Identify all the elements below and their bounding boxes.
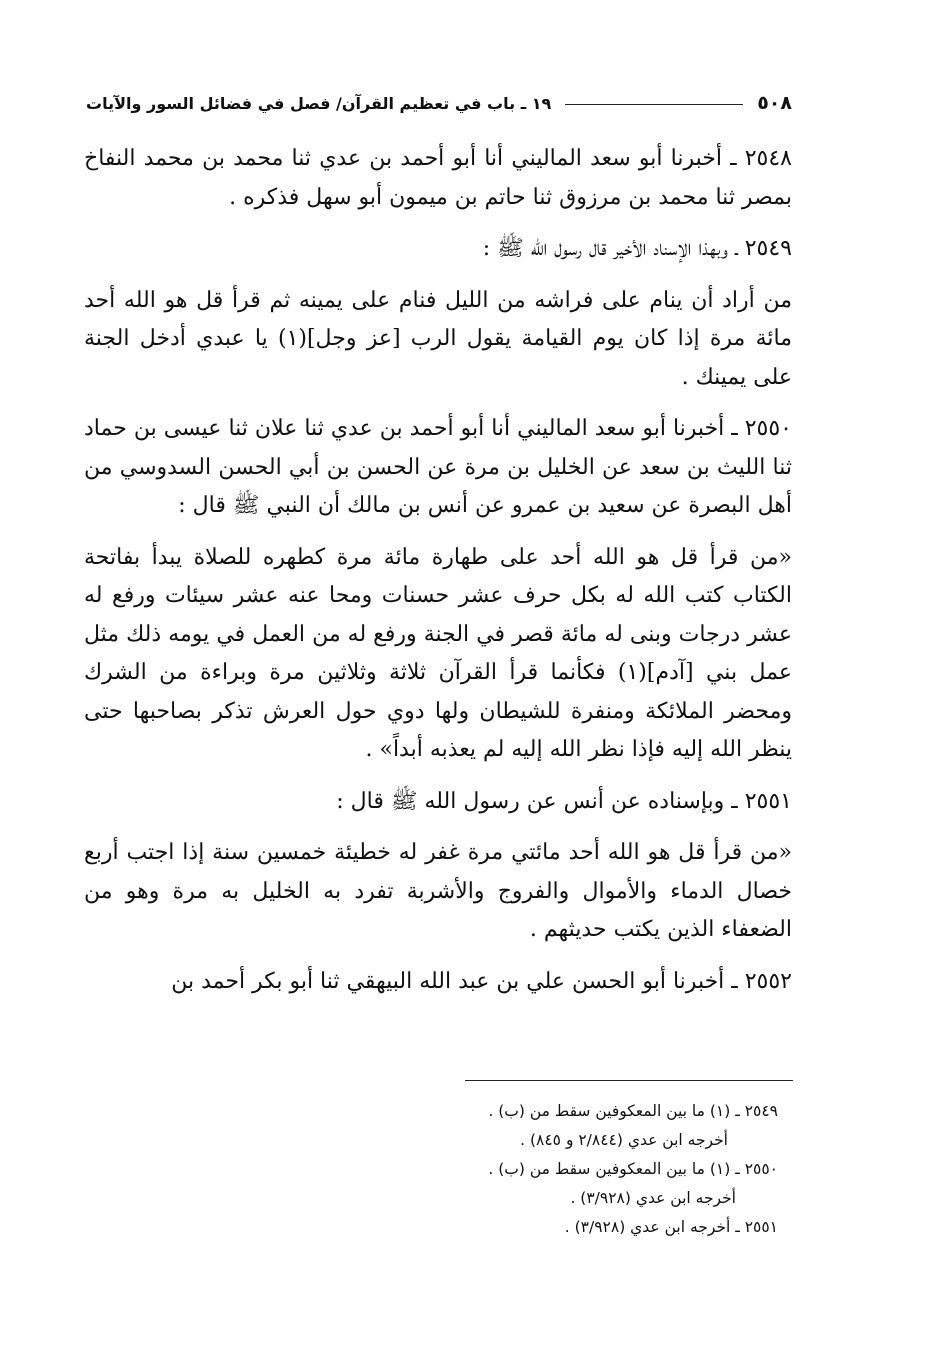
page-header bbox=[86, 86, 792, 120]
paragraph-2551: ٢٥٥١ ـ وبإسناده عن أنس عن رسول الله ﷺ قال : bbox=[336, 788, 792, 814]
paragraph-2549: ٢٥٤٩ ـ وبهذا الإسناد الأخير قال رسول الله ﷺ : bbox=[482, 236, 792, 261]
footnote-line: أخرجه ابن عدي (٣/٩٢٨) . bbox=[570, 1189, 736, 1207]
footnote-line: ٢٥٥٠ ـ (١) ما بين المعكوفين سقط من (ب) . bbox=[488, 1160, 778, 1178]
footnote-line: ٢٥٥١ ـ أخرجه ابن عدي (٣/٩٢٨) . bbox=[564, 1218, 778, 1236]
footnote-separator bbox=[465, 1080, 793, 1081]
footnote-line: أخرجه ابن عدي (٢/٨٤٤ و ٨٤٥) . bbox=[520, 1131, 728, 1149]
main-text bbox=[84, 140, 792, 1001]
footnote-line: ٢٥٤٩ ـ (١) ما بين المعكوفين سقط من (ب) . bbox=[488, 1102, 778, 1120]
paragraph-2548: ٢٥٤٨ ـ أخبرنا أبو سعد الماليني أنا أبو أحمد بن عدي ثنا محمد بن محمد النفاخ بمصر ثنا محمد بن مرزوق ثنا حاتم بن ميمون أبو سهل فذكره . bbox=[84, 146, 792, 210]
running-title: ١٩ ـ باب في تعظيم القرآن/ فصل في فضائل السور والآيات bbox=[86, 93, 552, 113]
header-rule bbox=[565, 104, 743, 105]
paragraph-2550: ٢٥٥٠ ـ أخبرنا أبو سعد الماليني أنا أبو أحمد بن عدي ثنا علان ثنا عيسى بن حماد ثنا الليث بن سعد عن الخليل بن مرة عن الحسن بن أبي الحسن السدوسي من أهل البصرة عن سعيد بن عمرو عن أنس بن مالك أن النبي ﷺ قال : bbox=[84, 416, 792, 518]
hadith-text-2550: «من قرأ قل هو الله أحد على طهارة مائة مرة كطهره للصلاة يبدأ بفاتحة الكتاب كتب الله له بكل حرف عشر حسنات ومحا عنه عشر سيئات ورفع له عشر درجات وبنى له مائة قصر في الجنة ورفع له من العمل في يومه ذلك مثل عمل بني [آدم](١) فكأنما قرأ القرآن ثلاثة وثلاثين مرة وبراءة من الشرك ومحضر الملائكة ومنفرة للشيطان ولها دوي حول العرش تذكر بصاحبها حتى ينظر الله إليه فإذا نظر الله إليه لم يعذبه أبداً» . bbox=[84, 544, 792, 762]
hadith-text-2549: من أراد أن ينام على فراشه من الليل فنام على يمينه ثم قرأ قل هو الله أحد مائة مرة إذا كان يوم القيامة يقول الرب [عز وجل](١) يا عبدي أدخل الجنة على يمينك . bbox=[84, 287, 792, 390]
footnotes bbox=[340, 1097, 792, 1242]
hadith-text-2551: «من قرأ قل هو الله أحد مائتي مرة غفر له خطيئة خمسين سنة إذا اجتب أربع خصال الدماء والأموال والفروج والأشربة تفرد به الخليل به مرة وهو من الضعفاء الذين يكتب حديثهم . bbox=[84, 840, 792, 942]
page-number: ٥٠٨ bbox=[757, 92, 792, 114]
paragraph-2552: ٢٥٥٢ ـ أخبرنا أبو الحسن علي بن عبد الله البيهقي ثنا أبو بكر أحمد بن bbox=[171, 968, 792, 994]
